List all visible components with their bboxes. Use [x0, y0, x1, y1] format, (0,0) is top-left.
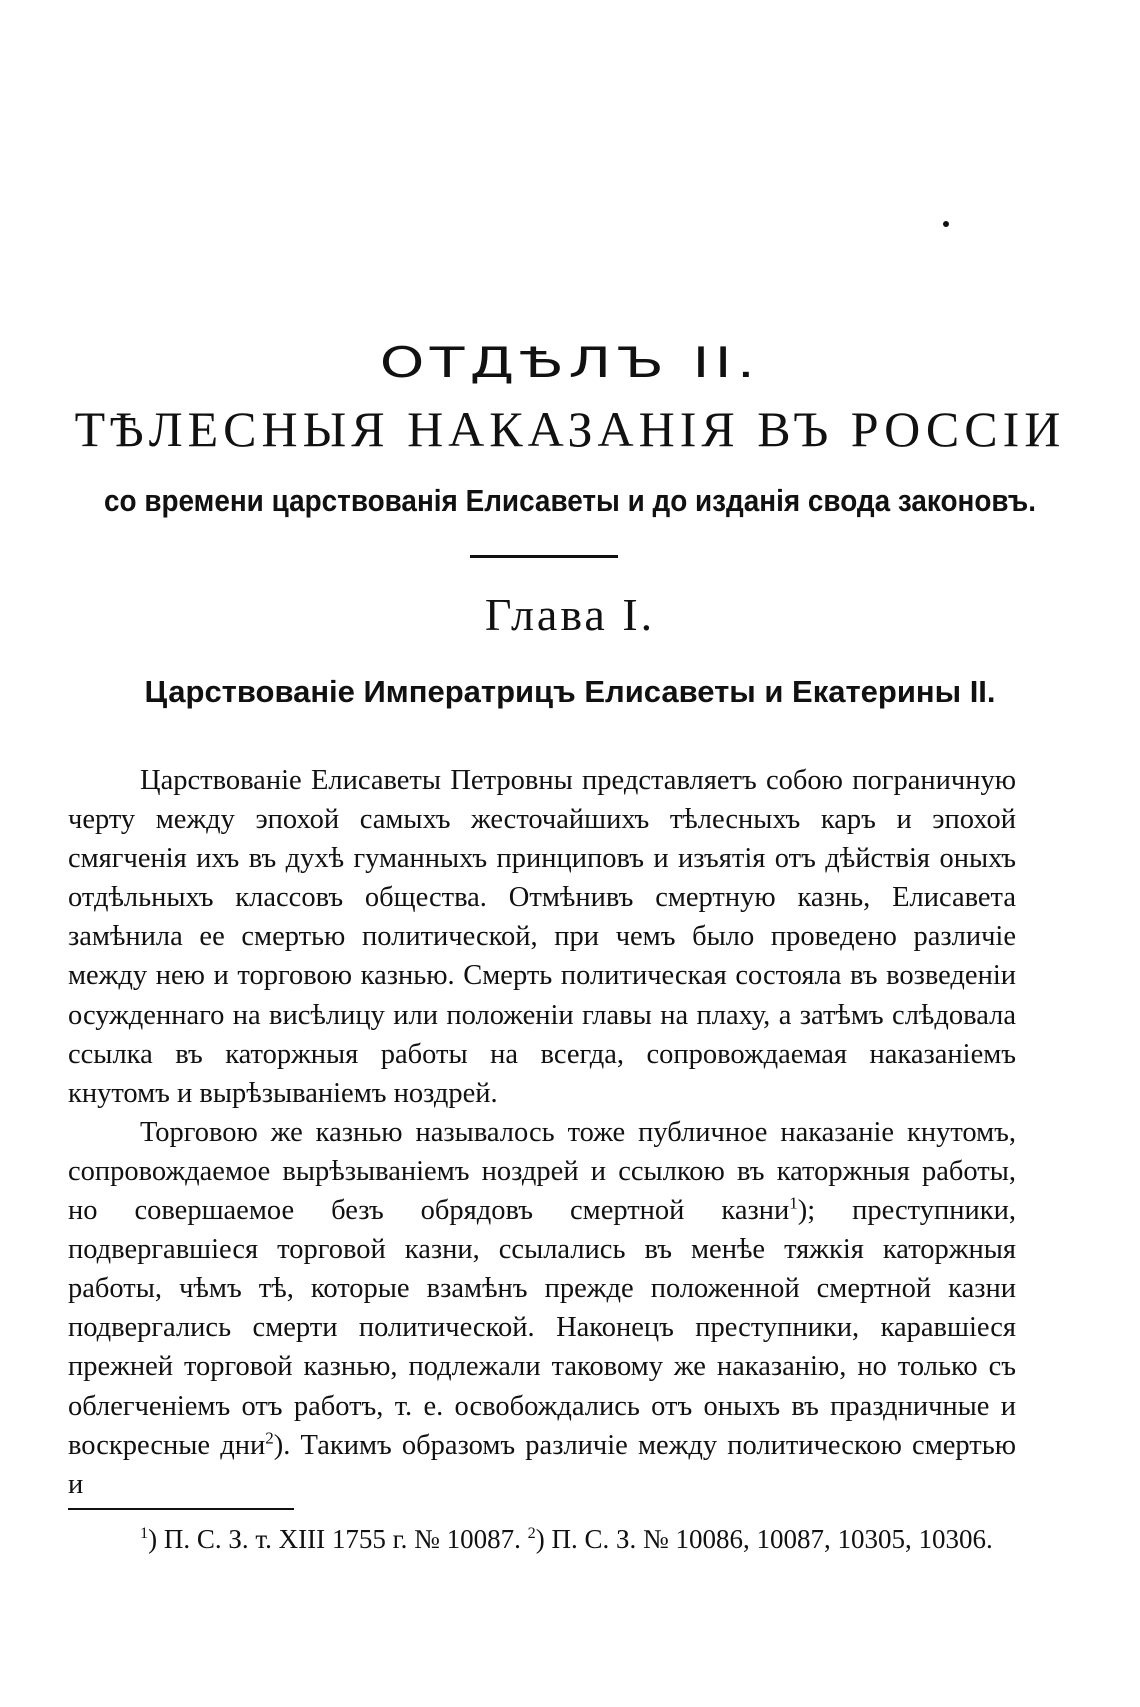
footnote-mark-2: 2 [527, 1524, 536, 1542]
footnote-1-text: ) П. С. З. т. XIII 1755 г. № 10087. [148, 1524, 528, 1554]
section-heading: ОТДѢЛЪ II. [379, 338, 761, 387]
ink-speck [943, 221, 949, 227]
body-text [68, 761, 1016, 1504]
chapter-title: Царствованіе Императрицъ Елисаветы и Екатерины II. [144, 674, 996, 709]
title-divider [470, 555, 618, 558]
paragraph-2-part-c: ). Такимъ образомъ различіе между политическою смертью и [68, 1429, 1016, 1500]
paragraph-2-part-b: ); преступники, подвергавшіеся торговой казни, ссылались въ менѣе тяжкія каторжныя работы, чѣмъ тѣ, которые взамѣнъ прежде положенной смертной казни подвергались смерти политической. Наконецъ преступники, каравшіеся прежней торговой казнью, подлежали таковому же наказанію, но только съ облегченіемъ отъ работъ, т. е. освобождались отъ оныхъ въ праздничные и воскресные дни [68, 1195, 1016, 1461]
chapter-heading: Глава I. [484, 589, 656, 640]
main-title: ТѢЛЕСНЫЯ НАКАЗАНІЯ ВЪ РОССІИ [74, 401, 1066, 457]
footnote-ref-1: 1 [789, 1193, 798, 1213]
footnote-mark-1: 1 [140, 1524, 149, 1542]
footnotes [68, 1521, 1016, 1557]
paragraph-1: Царствованіе Елисаветы Петровны представляетъ собою пограничную черту между эпохой самыхъ жесточайшихъ тѣлесныхъ каръ и эпохой смягченія ихъ въ духѣ гуманныхъ принциповъ и изъятія отъ дѣйствія оныхъ отдѣльныхъ классовъ общества. Отмѣнивъ смертную казнь, Елисавета замѣнила ее смертью политической, при чемъ было проведено различіе между нею и торговою казнью. Смерть политическая состояла въ возведеніи осужденнаго на висѣлицу или положеніи главы на плаху, а затѣмъ слѣдовала ссылка въ каторжныя работы на всегда, сопровождаемая наказаніемъ кнутомъ и вырѣзываніемъ ноздрей. [68, 765, 1016, 1109]
subtitle: со времени царствованія Елисаветы и до изданія свода законовъ. [104, 483, 1036, 518]
footnote-divider [68, 1508, 294, 1510]
paragraph-2-part-a: Торговою же казнью называлось тоже публичное наказаніе кнутомъ, сопровождаемое вырѣзываніемъ ноздрей и ссылкою въ каторжныя работы, но совершаемое безъ обрядовъ смертной казни [68, 1116, 1016, 1227]
footnote-2-text: ) П. С. З. № 10086, 10087, 10305, 10306. [535, 1524, 993, 1554]
paragraph-2 [68, 1113, 1016, 1504]
footnote-ref-2: 2 [265, 1428, 274, 1448]
footnote-line [68, 1521, 1016, 1557]
